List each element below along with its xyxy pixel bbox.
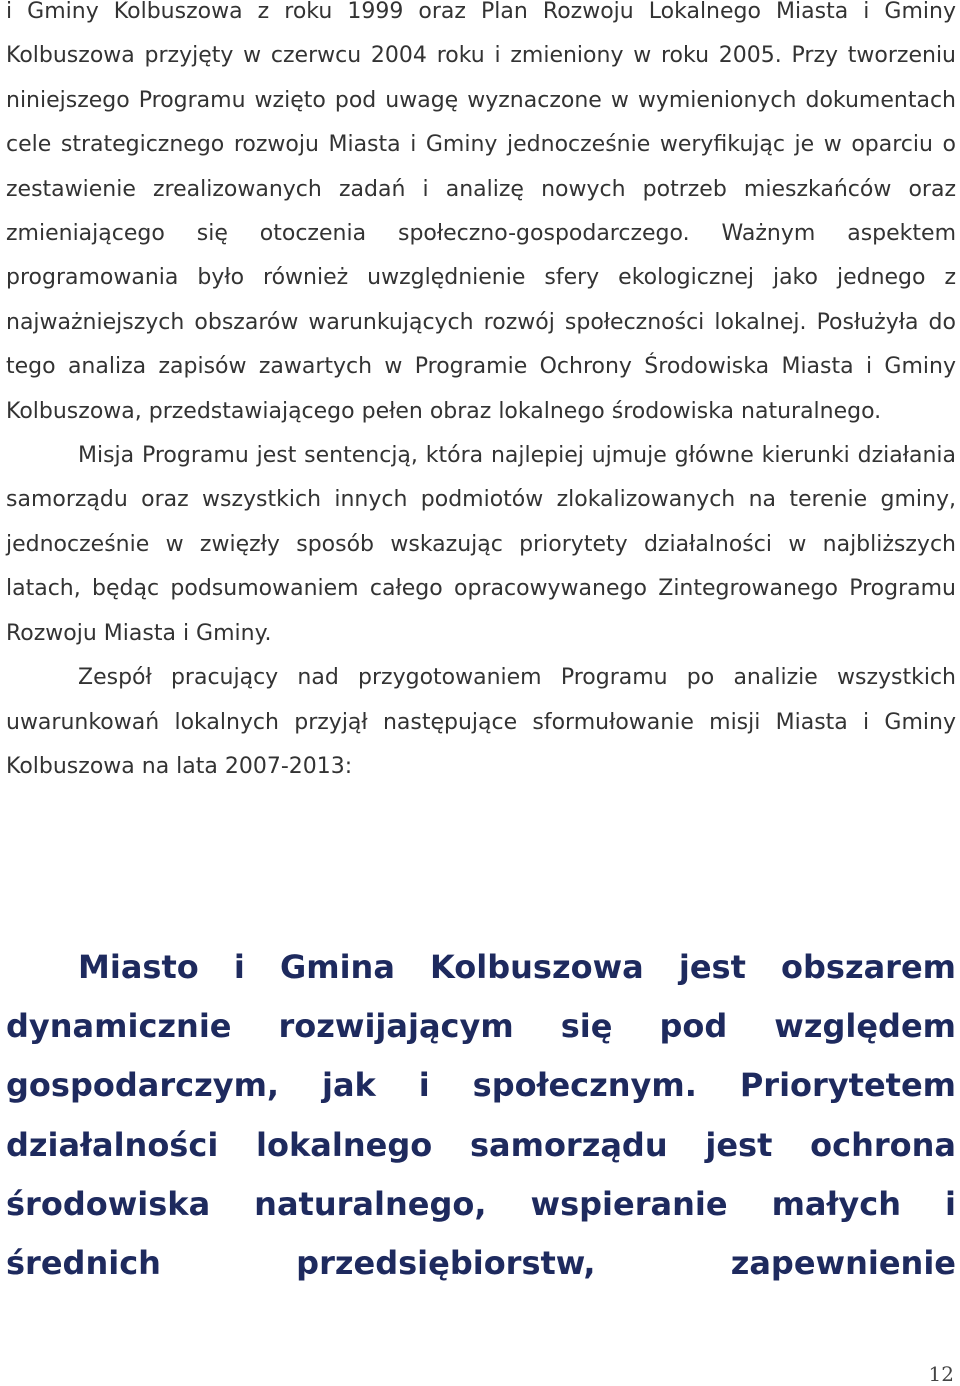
body-paragraph-2: Misja Programu jest sentencją, która najlepiej ujmuje główne kierunki działania samorządu oraz wszystkich innych podmiotów zlokalizowanych na terenie gminy, jednocześnie w zwięzły sposób wskazując priorytety działalności w najbliższych latach, będąc podsumowaniem całego opracowywanego Zintegrowanego Programu Rozwoju Miasta i Gminy.: [6, 443, 956, 646]
page-number: 12: [928, 1362, 954, 1386]
body-paragraph-3: Zespół pracujący nad przygotowaniem Programu po analizie wszystkich uwarunkowań lokalnych przyjął następujące sformułowanie misji Miasta i Gminy Kolbuszowa na lata 2007-2013:: [6, 665, 956, 779]
mission-statement: Miasto i Gmina Kolbuszowa jest obszarem dynamicznie rozwijającym się pod względem gospodarczym, jak i społecznym. Priorytetem działalności lokalnego samorządu jest ochrona środowiska naturalnego, wspieranie małych i średnich przedsiębiorstw, zapewnienie: [6, 948, 956, 1283]
body-paragraph-1: i Gminy Kolbuszowa z roku 1999 oraz Plan Rozwoju Lokalnego Miasta i Gminy Kolbuszowa przyjęty w czerwcu 2004 roku i zmieniony w roku 2005. Przy tworzeniu niniejszego Programu wzięto pod uwagę wyznaczone w wymienionych dokumentach cele strategicznego rozwoju Miasta i Gminy jednocześnie weryfikując je w oparciu o zestawienie zrealizowanych zadań i analizę nowych potrzeb mieszkańców oraz zmieniającego się otoczenia społeczno-gospodarczego. Ważnym aspektem programowania było również uwzględnienie sfery ekologicznej jako jednego z najważniejszych obszarów warunkujących rozwój społeczności lokalnej. Posłużyła do tego analiza zapisów zawartych w Programie Ochrony Środowiska Miasta i Gminy Kolbuszowa, przedstawiającego pełen obraz lokalnego środowiska naturalnego.: [6, 0, 956, 424]
document-page: [6, 0, 956, 1283]
